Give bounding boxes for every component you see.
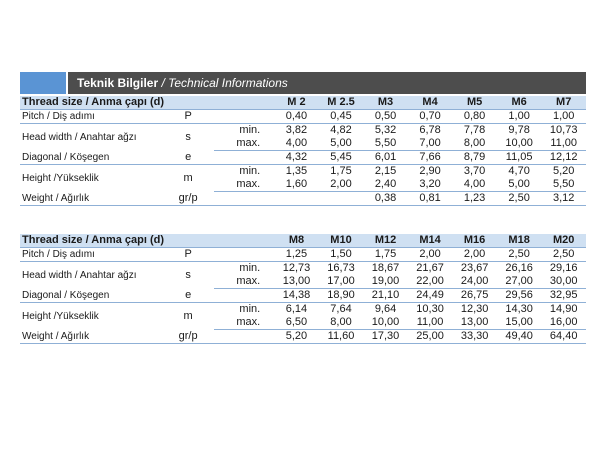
height-min-value: 1,75 — [330, 165, 352, 177]
height-min-value: 6,14 — [285, 303, 308, 315]
blank-cell — [214, 192, 274, 206]
weight-value: 49,40 — [497, 330, 542, 344]
diagonal-row — [20, 151, 586, 165]
pitch-value: 1,00 — [497, 110, 542, 124]
height-min-value: 14,30 — [505, 303, 533, 315]
pitch-value: 2,50 — [497, 248, 542, 262]
weight-value: 1,23 — [452, 192, 497, 206]
weight-label: Weight / Ağırlık — [20, 192, 162, 206]
head-width-max-value: 13,00 — [274, 275, 319, 289]
size-column-header: M 2 — [274, 96, 319, 110]
min-label: min. — [239, 303, 261, 315]
max-label: max. — [214, 178, 274, 192]
height-max-value: 8,00 — [319, 316, 364, 330]
min-label: min. — [239, 124, 261, 136]
pitch-value: 1,75 — [363, 248, 408, 262]
height-label: Height /Yükseklik — [22, 310, 99, 322]
pitch-label: Pitch / Diş adımı — [20, 248, 162, 262]
head-width-min-value: 10,73 — [549, 124, 578, 136]
size-column-header: M 2.5 — [319, 96, 364, 110]
size-column-header: M6 — [497, 96, 542, 110]
size-column-header: M18 — [497, 234, 542, 248]
head-width-min-value: 6,78 — [419, 124, 441, 136]
height-min-row — [20, 303, 586, 317]
height-min-value: 1,35 — [285, 165, 308, 177]
head-width-max-value: 24,00 — [452, 275, 497, 289]
diagonal-symbol: e — [162, 151, 214, 165]
pitch-value: 0,70 — [408, 110, 453, 124]
size-column-header: M10 — [319, 234, 364, 248]
height-min-value: 4,70 — [508, 165, 530, 177]
blank-cell — [214, 110, 274, 124]
head-width-min-value: 5,32 — [374, 124, 397, 136]
pitch-value: 0,45 — [319, 110, 364, 124]
size-column-header: M16 — [452, 234, 497, 248]
height-min-value: 2,15 — [374, 165, 397, 177]
header-title-turkish: Teknik Bilgiler — [77, 76, 159, 90]
head-width-max-value: 17,00 — [319, 275, 364, 289]
head-width-max-value: 5,00 — [319, 137, 364, 151]
size-column-header: M4 — [408, 96, 453, 110]
height-min-value: 5,20 — [552, 165, 575, 177]
spec-table-1 — [20, 96, 586, 206]
blank-cell — [214, 330, 274, 344]
weight-value: 33,30 — [452, 330, 497, 344]
head-width-min-value: 21,67 — [416, 262, 444, 274]
weight-value: 5,20 — [274, 330, 319, 344]
weight-row — [20, 330, 586, 344]
height-label: Height /Yükseklik — [22, 172, 99, 184]
max-label: max. — [214, 316, 274, 330]
height-max-value: 5,00 — [497, 178, 542, 192]
blank-cell — [214, 289, 274, 303]
weight-label: Weight / Ağırlık — [20, 330, 162, 344]
head-width-min-value: 23,67 — [460, 262, 489, 274]
size-column-header: M20 — [541, 234, 586, 248]
diagonal-value: 21,10 — [363, 289, 408, 303]
pitch-symbol: P — [162, 248, 214, 262]
head-width-min-value: 9,78 — [508, 124, 530, 136]
head-width-max-value: 5,50 — [363, 137, 408, 151]
header-accent-block — [20, 72, 66, 94]
pitch-value: 2,00 — [452, 248, 497, 262]
height-min-value: 10,30 — [416, 303, 444, 315]
height-max-value: 2,00 — [319, 178, 364, 192]
thread-size-label: Thread size / Anma çapı (d) — [20, 234, 274, 248]
head-width-max-value: 30,00 — [541, 275, 586, 289]
pitch-value: 2,50 — [541, 248, 586, 262]
head-width-min-value: 26,16 — [505, 262, 533, 274]
pitch-value: 0,40 — [274, 110, 319, 124]
diagonal-value: 6,01 — [363, 151, 408, 165]
pitch-label: Pitch / Diş adımı — [20, 110, 162, 124]
height-min-value: 12,30 — [460, 303, 489, 315]
weight-value: 17,30 — [363, 330, 408, 344]
pitch-value: 0,80 — [452, 110, 497, 124]
weight-value: 2,50 — [497, 192, 542, 206]
height-min-value: 14,90 — [549, 303, 578, 315]
header-title-english: / Technical Informations — [161, 76, 288, 90]
technical-info-header — [20, 72, 586, 94]
diagonal-value: 4,32 — [274, 151, 319, 165]
pitch-value: 1,50 — [319, 248, 364, 262]
weight-symbol: gr/p — [162, 192, 214, 206]
height-max-value: 5,50 — [541, 178, 586, 192]
blank-cell — [214, 248, 274, 262]
size-column-header: M14 — [408, 234, 453, 248]
thread-size-label: Thread size / Anma çapı (d) — [20, 96, 274, 110]
height-max-value: 6,50 — [274, 316, 319, 330]
max-label: max. — [214, 137, 274, 151]
head-width-min-value: 16,73 — [327, 262, 355, 274]
height-symbol: m — [183, 309, 193, 322]
height-min-value: 3,70 — [463, 165, 486, 177]
size-column-header: M7 — [541, 96, 586, 110]
weight-value: 11,60 — [319, 330, 364, 344]
diagonal-value: 14,38 — [274, 289, 319, 303]
pitch-value: 1,00 — [541, 110, 586, 124]
diagonal-value: 18,90 — [319, 289, 364, 303]
diagonal-row — [20, 289, 586, 303]
pitch-row — [20, 248, 586, 262]
height-max-value: 16,00 — [541, 316, 586, 330]
head-width-max-value: 27,00 — [497, 275, 542, 289]
height-max-value: 2,40 — [363, 178, 408, 192]
diagonal-value: 12,12 — [541, 151, 586, 165]
height-symbol: m — [183, 171, 193, 184]
height-min-row — [20, 165, 586, 179]
pitch-symbol: P — [162, 110, 214, 124]
height-max-value: 10,00 — [363, 316, 408, 330]
max-label: max. — [214, 275, 274, 289]
head-width-max-value: 4,00 — [274, 137, 319, 151]
height-min-value: 7,64 — [330, 303, 352, 315]
head-width-symbol: s — [185, 268, 191, 281]
diagonal-value: 8,79 — [452, 151, 497, 165]
diagonal-value: 11,05 — [497, 151, 542, 165]
diagonal-value: 5,45 — [319, 151, 364, 165]
diagonal-value: 32,95 — [541, 289, 586, 303]
head-width-min-value: 7,78 — [463, 124, 486, 136]
header-title-bar — [68, 72, 586, 94]
diagonal-label: Diagonal / Köşegen — [20, 289, 162, 303]
weight-row — [20, 192, 586, 206]
size-column-header: M5 — [452, 96, 497, 110]
head-width-max-value: 22,00 — [408, 275, 453, 289]
head-width-max-value: 19,00 — [363, 275, 408, 289]
pitch-value: 0,50 — [363, 110, 408, 124]
diagonal-value: 29,56 — [497, 289, 542, 303]
min-label: min. — [239, 262, 261, 274]
size-column-header: M12 — [363, 234, 408, 248]
weight-value: 25,00 — [408, 330, 453, 344]
height-min-value: 2,90 — [419, 165, 441, 177]
blank-cell — [214, 151, 274, 165]
head-width-symbol: s — [185, 130, 191, 143]
weight-value: 0,81 — [408, 192, 453, 206]
head-width-max-value: 11,00 — [541, 137, 586, 151]
weight-value: 64,40 — [541, 330, 586, 344]
diagonal-value: 24,49 — [408, 289, 453, 303]
height-max-value: 13,00 — [452, 316, 497, 330]
height-min-value: 9,64 — [374, 303, 397, 315]
pitch-value: 1,25 — [274, 248, 319, 262]
height-max-value: 4,00 — [452, 178, 497, 192]
head-width-min-row — [20, 124, 586, 138]
head-width-label: Head width / Anahtar ağzı — [22, 269, 137, 281]
diagonal-label: Diagonal / Köşegen — [20, 151, 162, 165]
weight-value: 0,38 — [363, 192, 408, 206]
head-width-max-value: 10,00 — [497, 137, 542, 151]
table-header-row — [20, 96, 586, 110]
size-column-header: M8 — [274, 234, 319, 248]
table-header-row — [20, 234, 586, 248]
head-width-min-value: 3,82 — [285, 124, 308, 136]
weight-symbol: gr/p — [162, 330, 214, 344]
size-column-header: M3 — [363, 96, 408, 110]
head-width-min-value: 18,67 — [371, 262, 400, 274]
weight-value: 3,12 — [541, 192, 586, 206]
weight-value — [274, 192, 319, 206]
pitch-value: 2,00 — [408, 248, 453, 262]
head-width-min-value: 12,73 — [282, 262, 311, 274]
head-width-min-value: 29,16 — [549, 262, 578, 274]
head-width-max-value: 7,00 — [408, 137, 453, 151]
pitch-row — [20, 110, 586, 124]
height-max-value: 3,20 — [408, 178, 453, 192]
head-width-max-value: 8,00 — [452, 137, 497, 151]
height-max-value: 15,00 — [497, 316, 542, 330]
spec-table-2 — [20, 234, 586, 344]
diagonal-value: 26,75 — [452, 289, 497, 303]
head-width-min-value: 4,82 — [330, 124, 352, 136]
head-width-min-row — [20, 262, 586, 276]
weight-value — [319, 192, 364, 206]
min-label: min. — [239, 165, 261, 177]
diagonal-symbol: e — [162, 289, 214, 303]
height-max-value: 11,00 — [408, 316, 453, 330]
head-width-label: Head width / Anahtar ağzı — [22, 131, 137, 143]
diagonal-value: 7,66 — [408, 151, 453, 165]
height-max-value: 1,60 — [274, 178, 319, 192]
